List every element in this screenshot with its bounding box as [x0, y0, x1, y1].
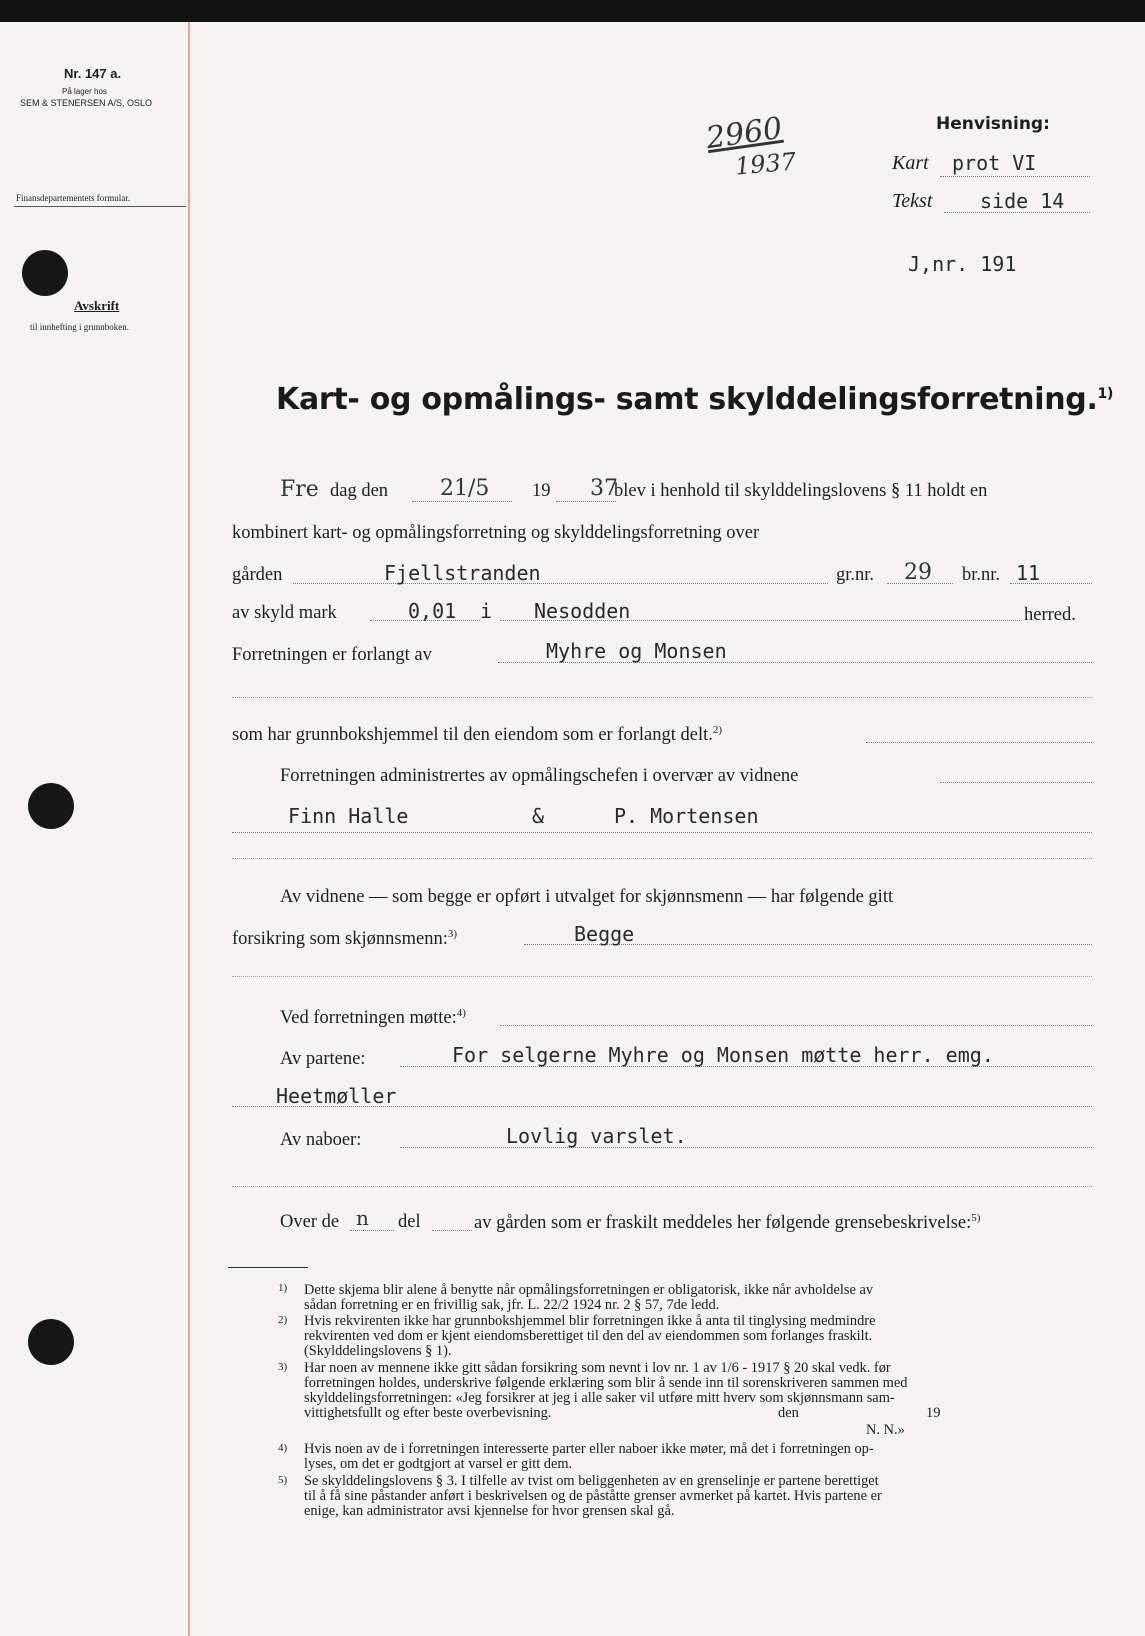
footnote-3-line-1: Har noen av mennene ikke gitt sådan forsikring som nevnt i lov nr. 1 av 1/6 - 1917 § 20 skal vedk. før	[304, 1360, 891, 1376]
date-dotline	[412, 501, 512, 502]
partene-continuation: Heetmøller	[276, 1084, 397, 1108]
footnote-3-num: 3)	[278, 1361, 288, 1373]
footnote-2-num: 2)	[278, 1314, 288, 1326]
mote-note: 4)	[456, 1007, 466, 1019]
reference-heading: Henvisning:	[936, 114, 1050, 134]
blank-line-1	[232, 697, 1092, 698]
title-footnote-ref: 1)	[1097, 386, 1114, 402]
footnote-5-line-1: Se skylddelingslovens § 3. I tilfelle av tvist om beliggenheten av en grenselinje er partene berettiget	[304, 1473, 879, 1489]
forsikring-note: 3)	[447, 928, 458, 940]
journal-number: J,nr. 191	[908, 252, 1017, 276]
tekst-value: side 14	[980, 189, 1065, 213]
requested-label: Forretningen er forlangt av	[232, 645, 432, 665]
footnote-2-line-3: (Skylddelingslovens § 1).	[304, 1343, 452, 1359]
footnote-3-den: den	[778, 1405, 799, 1421]
scan-top-edge	[0, 0, 1145, 22]
line1-text: blev i henhold til skylddelingslovens § 11 holdt en	[614, 481, 988, 501]
year-value: 37	[590, 476, 618, 501]
blank-line-3	[232, 976, 1092, 977]
day-prefix: Fre	[280, 477, 319, 502]
grnr-value: 29	[904, 560, 932, 585]
copy-sublabel: til innhefting i grunnboken.	[30, 322, 129, 332]
footnote-rule	[228, 1267, 308, 1268]
page-title	[276, 382, 1113, 417]
forsikring-label-text: forsikring som skjønnsmenn:	[232, 929, 448, 950]
hjemmel-text-body: som har grunnbokshjemmel til den eiendom som er forlangt delt.	[232, 725, 713, 746]
del-label: del	[398, 1212, 421, 1232]
registration-year: 1937	[733, 147, 798, 181]
farm-name: Fjellstranden	[384, 561, 541, 585]
form-number: Nr. 147 a.	[64, 66, 122, 81]
footnote-1-line-1: Dette skjema blir alene å benytte når opmålingsforretningen er obligatorisk, ikke når avholdelse av	[304, 1282, 874, 1298]
footnote-4-line-2: lyses, om det er godtgjort at varsel er gitt dem.	[304, 1456, 573, 1472]
partene-value: For selgerne Myhre og Monsen møtte herr. emg.	[452, 1043, 994, 1067]
footnote-4-line-1: Hvis noen av de i forretningen interesserte parter eller naboer ikke møter, må det i forretningen op-	[304, 1441, 874, 1457]
footnote-5-line-2: til å få sine påstander anført i beskrivelsen og de påståtte grenser avmerket på kartet. Hvis partene er	[304, 1488, 882, 1504]
farm-dotline	[293, 583, 828, 584]
over-value: n	[356, 1206, 369, 1230]
day-label: dag den	[330, 481, 389, 501]
mote-label-text: Ved forretningen møtte:	[280, 1008, 457, 1029]
footnote-5-line-3: enige, kan administrator avsi kjennelse for hvor grensen skal gå.	[304, 1503, 675, 1519]
herred-label: herred.	[1024, 605, 1076, 625]
vidnene-text: Av vidnene — som begge er opført i utvalget for skjønnsmenn — har følgende gitt	[280, 887, 894, 907]
grnr-label: gr.nr.	[836, 565, 875, 585]
municipality: Nesodden	[534, 599, 631, 623]
forsikring-value: Begge	[574, 922, 635, 946]
requested-by: Myhre og Monsen	[546, 639, 727, 663]
brnr-label: br.nr.	[962, 565, 1001, 585]
blank-line-2	[232, 858, 1092, 859]
hjemmel-note: 2)	[712, 724, 723, 736]
footnote-4-num: 4)	[278, 1442, 288, 1454]
grense-text	[474, 1212, 980, 1234]
del-dotline	[432, 1230, 472, 1231]
naboer-label: Av naboer:	[280, 1130, 362, 1150]
footnote-3-line-4: vittighetsfullt og efter beste overbevisning.	[304, 1405, 552, 1421]
date-value: 21/5	[440, 476, 490, 501]
margin-rule	[188, 22, 190, 1636]
ministry-underline	[14, 206, 186, 207]
publisher-line-2: SEM & STENERSEN A/S, OSLO	[20, 98, 153, 108]
kart-label: Kart	[892, 152, 929, 174]
footnote-2-line-2: rekvirenten ved dom er kjent eiendomsberettiget til den del av eiendommen som forlanges fraskilt.	[304, 1328, 873, 1344]
kart-dotline	[940, 176, 1090, 177]
footnote-1-line-2: sådan forretning er en frivillig sak, jfr. L. 22/2 1924 nr. 2 § 57, 7de ledd.	[304, 1297, 720, 1313]
partene-label: Av partene:	[280, 1049, 366, 1069]
brnr-value: 11	[1016, 561, 1041, 585]
footnote-3-signature: N. N.»	[866, 1422, 905, 1438]
footnote-3-year: 19	[926, 1405, 941, 1421]
footnote-3-line-3: skylddelingsforretningen: «Jeg forsikrer at jeg i alle saker vil utføre mitt hverv som skjønnsmann sam-	[304, 1390, 895, 1406]
punch-hole-bottom	[28, 1319, 74, 1365]
publisher-line-1: På lager hos	[62, 87, 107, 96]
line2-text: kombinert kart- og opmålingsforretning og skylddelingsforretning over	[232, 523, 760, 543]
footnote-1-num: 1)	[278, 1282, 288, 1294]
mote-label	[280, 1007, 466, 1029]
witness-2: P. Mortensen	[614, 804, 759, 828]
registration-number: 2960	[703, 110, 785, 157]
punch-hole-middle	[28, 783, 74, 829]
century-label: 19	[532, 481, 551, 501]
footnote-5-num: 5)	[278, 1474, 288, 1486]
blank-line-4	[232, 1186, 1092, 1187]
year-dotline	[556, 501, 616, 502]
naboer-dotline	[400, 1147, 1092, 1148]
naboer-value: Lovlig varslet.	[506, 1124, 687, 1148]
grense-note: 5)	[971, 1212, 981, 1224]
grense-text-body: av gården som er fraskilt meddeles her følgende grensebeskrivelse:	[474, 1213, 972, 1234]
admin-text: Forretningen administrertes av opmålingschefen i overvær av vidnene	[280, 766, 799, 786]
mote-dotline	[500, 1025, 1092, 1026]
ministry-form-label: Finansdepartementets formular.	[16, 193, 130, 203]
witness-dotline	[232, 832, 1092, 833]
admin-dotline	[940, 782, 1092, 783]
punch-hole-top	[22, 250, 68, 296]
footnote-2-line-1: Hvis rekvirenten ikke har grunnbokshjemmel blir forretningen ikke å anta til tinglysing medmindre	[304, 1313, 876, 1329]
over-dotline	[350, 1230, 394, 1231]
skyld-value: 0,01	[408, 599, 457, 623]
over-label: Over de	[280, 1212, 340, 1232]
kart-value: prot VI	[952, 151, 1037, 175]
farm-label: gården	[232, 565, 283, 585]
skyld-label: av skyld mark	[232, 603, 337, 623]
copy-label: Avskrift	[74, 298, 120, 313]
witness-1: Finn Halle	[288, 804, 409, 828]
title-text: Kart- og opmålings- samt skylddelingsforretning.	[276, 382, 1098, 417]
hjemmel-text	[232, 724, 722, 746]
tekst-label: Tekst	[892, 190, 933, 212]
hjemmel-dotline	[866, 742, 1092, 743]
footnote-3-line-2: forretningen holdes, underskrive følgende erklæring som blir å sende inn til sorenskriveren sammen med	[304, 1375, 908, 1391]
skyld-i: i	[480, 599, 493, 623]
forsikring-label	[232, 928, 457, 950]
witness-and: &	[532, 804, 545, 828]
